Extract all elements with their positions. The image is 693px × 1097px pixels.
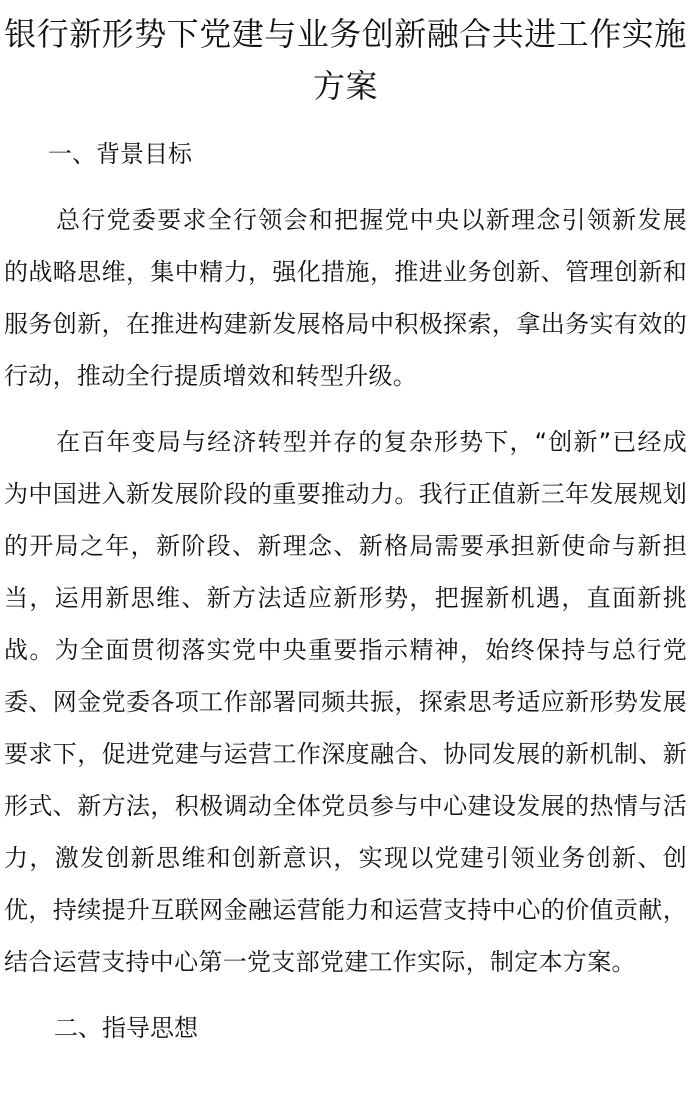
body-paragraph: 在百年变局与经济转型并存的复杂形势下，“创新”已经成为中国进入新发展阶段的重要推动力。我行正值新三年发展规划的开局之年，新阶段、新理念、新格局需要承担新使命与新担当，运用新思维、新方法适应新形势，把握新机遇，直面新挑战。为全面贯彻落实党中央重要指示精神，始终保持与总行党委、网金党委各项工作部署同频共振，探索思考适应新形势发展要求下，促进党建与运营工作深度融合、协同发展的新机制、新形式、新方法，积极调动全体党员参与中心建设发展的热情与活力，激发创新思维和创新意识，实现以党建引领业务创新、创优，持续提升互联网金融运营能力和运营支持中心的价值贡献，结合运营支持中心第一党支部党建工作实际，制定本方案。 <box>4 428 687 976</box>
section-heading: 二、指导思想 <box>54 1014 198 1042</box>
body-paragraph: 总行党委要求全行领会和把握党中央以新理念引领新发展的战略思维，集中精力，强化措施，推进业务创新、管理创新和服务创新，在推进构建新发展格局中积极探索，拿出务实有效的行动，推动全行提质增效和转型升级。 <box>4 206 687 390</box>
section-guiding-ideology <box>4 988 687 1046</box>
section-background-goals <box>4 112 687 988</box>
section-heading: 一、背景目标 <box>48 140 192 168</box>
document-title: 银行新形势下党建与业务创新融合共进工作实施方案 <box>4 15 687 105</box>
